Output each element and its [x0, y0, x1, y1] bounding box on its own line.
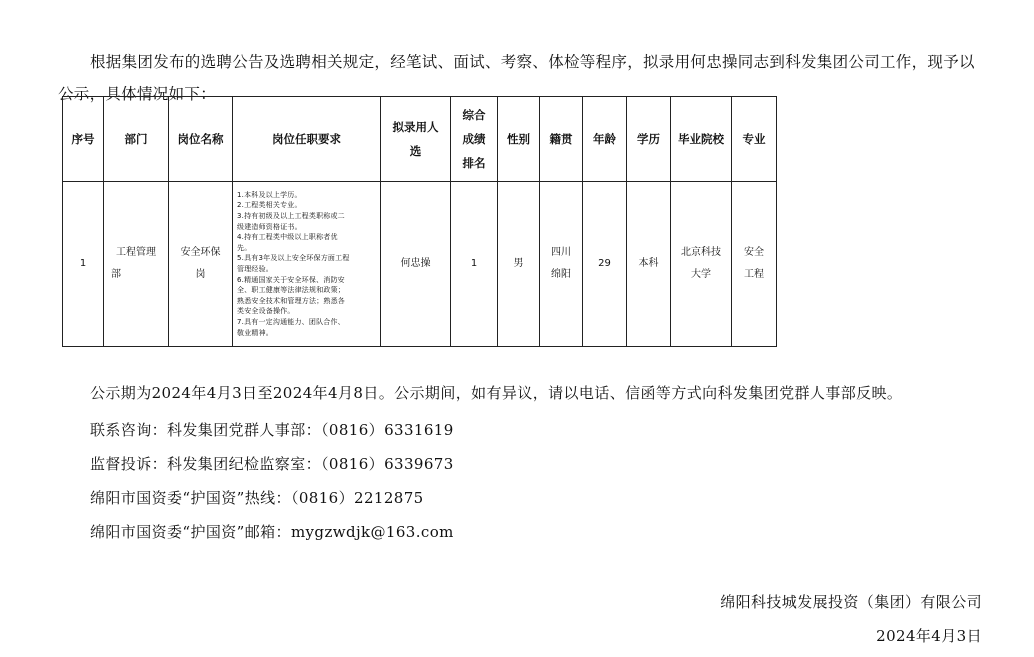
- cell-school: [671, 182, 732, 347]
- notice-period: 公示期为2024年4月3日至2024年4月8日。公示期间，如有异议，请以电话、信函等方式向科发集团党群人事部反映。: [90, 384, 903, 402]
- cell-candidate: 何忠操: [381, 182, 451, 347]
- notice-hotline: 绵阳市国资委“护国资”热线：（0816）2212875: [90, 489, 424, 507]
- header-education: 学历: [627, 97, 671, 182]
- cell-origin: [540, 182, 583, 347]
- requirements-list: [237, 190, 376, 338]
- header-candidate-line-2: 选: [409, 144, 422, 158]
- header-origin: 籍贯: [540, 97, 583, 182]
- cell-major: [732, 182, 777, 347]
- cell-origin-line-2: 绵阳: [551, 269, 571, 280]
- header-candidate: [381, 97, 451, 182]
- cell-dept-line-2: 部: [111, 269, 121, 280]
- table-row: [63, 182, 777, 347]
- requirement-line: 7.具有一定沟通能力、团队合作、: [237, 317, 345, 326]
- notice-email: 绵阳市国资委“护国资”邮箱：mygzwdjk@163.com: [90, 523, 454, 541]
- cell-school-line-2: 大学: [691, 269, 711, 280]
- cell-requirements: [233, 182, 381, 347]
- requirement-line: 6.精通国家关于安全环保、消防安: [237, 275, 345, 284]
- requirement-line: 级建造师资格证书。: [237, 222, 302, 231]
- requirement-line: 先。: [237, 243, 252, 252]
- cell-school-line-1: 北京科技: [681, 247, 721, 258]
- cell-major-line-2: 工程: [744, 269, 764, 280]
- cell-origin-line-1: 四川: [551, 247, 571, 258]
- header-rank-line-2: 成绩: [462, 132, 486, 146]
- header-age: 年龄: [583, 97, 627, 182]
- cell-dept: [104, 182, 169, 347]
- requirement-line: 全、职工健康等法律法规和政策；: [237, 286, 345, 295]
- cell-position-line-1: 安全环保: [180, 247, 221, 258]
- header-requirements: 岗位任职要求: [233, 97, 381, 182]
- signature-date: 2024年4月3日: [876, 627, 982, 645]
- requirement-line: 1.本科及以上学历。: [237, 190, 302, 199]
- requirement-line: 2.工程类相关专业。: [237, 201, 302, 210]
- cell-age: 29: [583, 182, 627, 347]
- header-seq: 序号: [63, 97, 104, 182]
- header-candidate-line-1: 拟录用人: [392, 120, 439, 134]
- requirement-line: 4.持有工程类中级以上职称者优: [237, 233, 338, 242]
- candidate-table: [62, 96, 777, 347]
- header-rank-line-1: 综合: [462, 108, 486, 122]
- cell-gender: 男: [498, 182, 540, 347]
- requirement-line: 管理经验。: [237, 265, 273, 273]
- notice-complaint: 监督投诉：科发集团纪检监察室：（0816）6339673: [90, 455, 454, 473]
- cell-seq: 1: [63, 182, 104, 347]
- notice-contact: 联系咨询：科发集团党群人事部：（0816）6331619: [90, 421, 454, 439]
- cell-rank: 1: [451, 182, 498, 347]
- cell-dept-line-1: 工程管理: [116, 247, 156, 258]
- header-dept: 部门: [104, 97, 169, 182]
- header-rank-line-3: 排名: [462, 156, 486, 170]
- requirement-line: 类安全设备操作。: [237, 307, 295, 316]
- cell-position: [169, 182, 233, 347]
- header-major: 专业: [732, 97, 777, 182]
- header-school: 毕业院校: [671, 97, 732, 182]
- signature-org: 绵阳科技城发展投资（集团）有限公司: [720, 593, 982, 611]
- header-rank: [451, 97, 498, 182]
- cell-major-line-1: 安全: [744, 247, 764, 258]
- requirement-line: 熟悉安全技术和管理方法；熟悉各: [237, 296, 345, 305]
- cell-education: 本科: [627, 182, 671, 347]
- cell-position-line-2: 岗: [195, 269, 206, 280]
- header-position: 岗位名称: [169, 97, 233, 182]
- requirement-line: 5.具有3年及以上安全环保方面工程: [237, 254, 350, 263]
- header-gender: 性别: [498, 97, 540, 182]
- requirement-line: 3.持有初级及以上工程类职称或二: [237, 212, 345, 221]
- table-header-row: [63, 97, 777, 182]
- requirement-line: 敬业精神。: [237, 328, 273, 337]
- intro-paragraph: 根据集团发布的选聘公告及选聘相关规定，经笔试、面试、考察、体检等程序，拟录用何忠操同志到科发集团公司工作，现予以公示，具体情况如下：: [58, 52, 975, 103]
